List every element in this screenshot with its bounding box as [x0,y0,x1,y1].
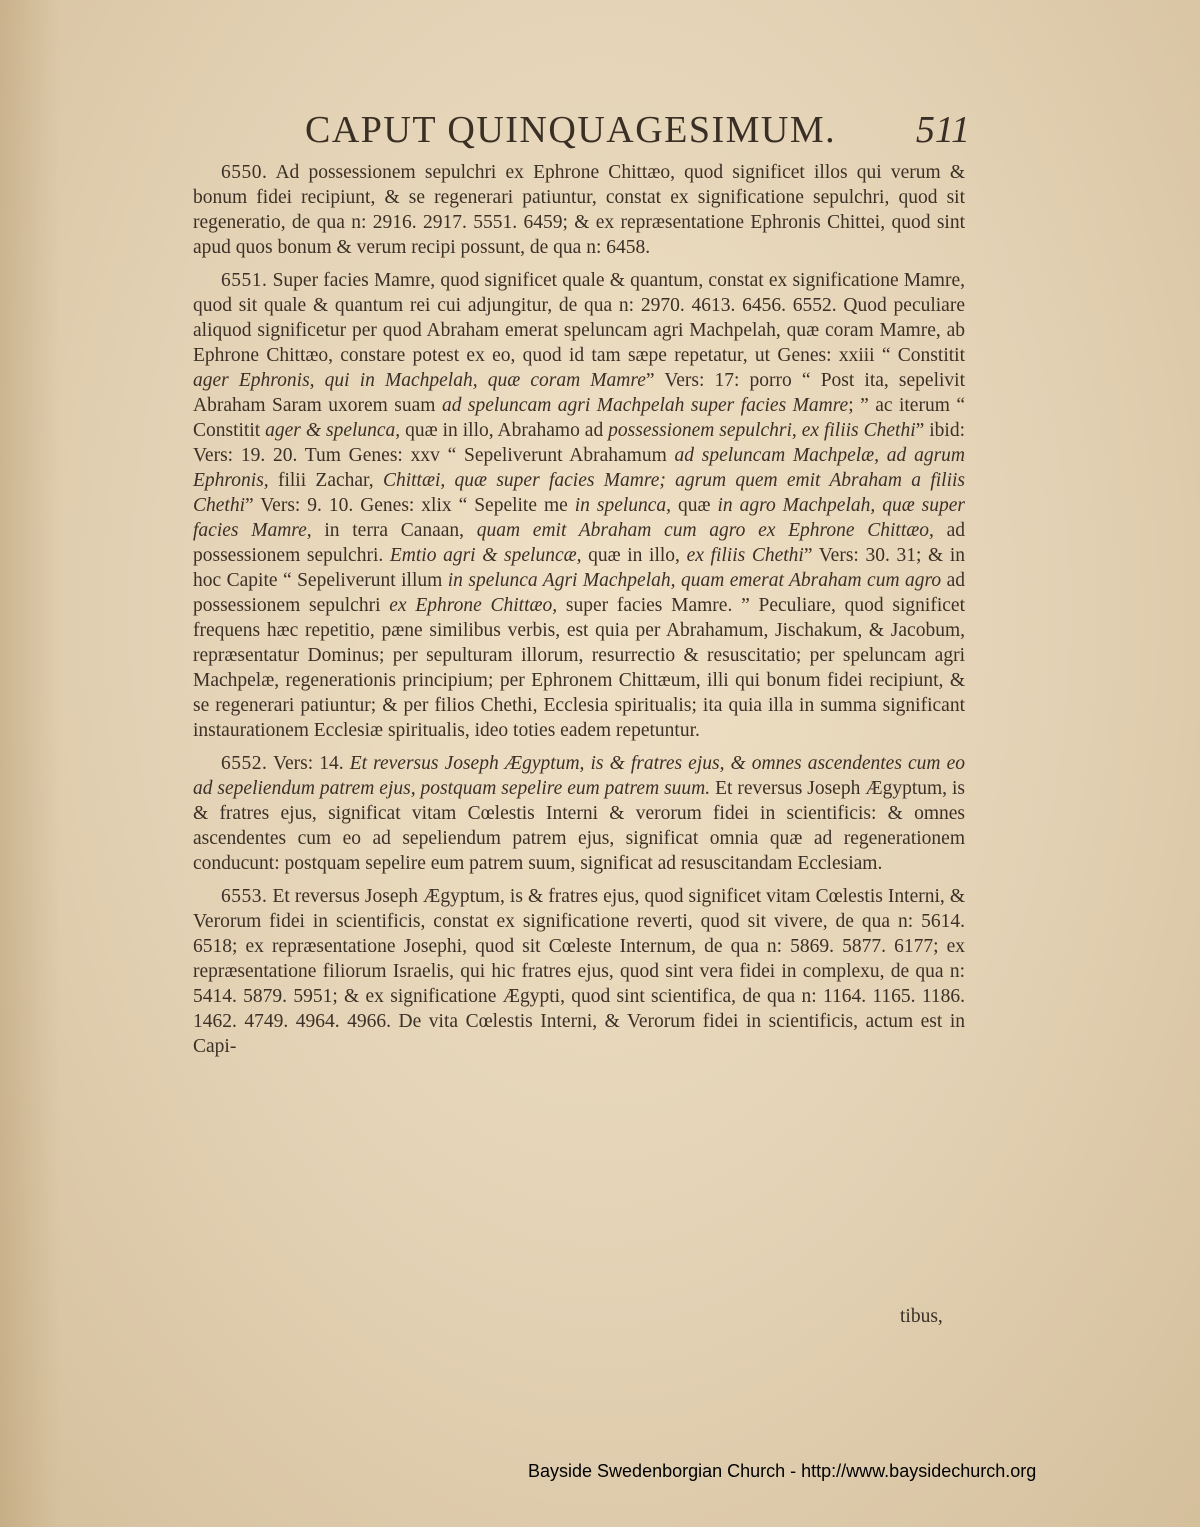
italic-quotation: quam emit Abraham cum agro ex Ephrone Chittæo, [476,520,934,541]
italic-quotation: ad speluncam agri Machpelah super facies Mamre [441,395,849,416]
text-segment: Et reversus Joseph Ægyptum, is & fratres ejus, significat vitam Cœlestis Interni & verorum fidei in scientificis: & omnes ascendentes cum eo ad sepeliendum patrem ejus, significat omnia quæ ad regenerationem conducunt: postquam sepelire eum patrem suum, significat ad resuscitandam Ecclesiam. [193,778,965,874]
paragraph [193,751,965,876]
catchword: tibus, [900,1306,943,1327]
text-segment: Super facies Mamre, quod significet quale & quantum, constat ex significatione Mamre, quod sit quale & quantum rei cui adjungitur, de qua n: 2970. 4613. 6456. 6552. Quod peculiare aliquod significetur per quod Abraham emerat speluncam agri Machpelah, quæ coram Mamre, ab Ephrone Chittæo, constare potest ex eo, quod id tam sæpe repetatur, ut Genes: xxiii “ Constitit [193,270,965,366]
paragraph [193,884,965,1059]
italic-quotation: ad speluncam Machpelæ, ad agrum Ephronis, [193,445,965,491]
paragraph-number: 6552. [221,753,268,774]
text-segment: ” Vers: 9. 10. Genes: xlix “ Sepelite me [245,495,575,516]
page-gutter-shadow [0,0,60,1527]
body-text [193,160,965,1067]
text-segment: ” ibid: Vers: 19. 20. Tum Genes: xxv “ Sepeliverunt Abrahamum [193,420,965,466]
text-segment: Et reversus Joseph Ægyptum, is & fratres ejus, quod significet vitam Cœlestis Interni, & Verorum fidei in scientificis, constat ex significatione reverti, quod sit vivere, de qua n: 5614. 6518; ex repræsentatione Josephi, quod sit Cœleste Internum, de qua n: 5869. 5877. 6177; ex repræsentatione filiorum Israelis, qui hic fratres ejus, quod sint vera fidei in complexu, de qua n: 5414. 5879. 5951; & ex significatione Ægypti, quod sint scientifica, de qua n: 1164. 1165. 1186. 1462. 4749. 4964. 4966. De vita Cœlestis Interni, & Verorum fidei in scientificis, actum est in Capi- [193,886,965,1057]
text-segment: quæ [671,495,718,516]
running-title: CAPUT QUINQUAGESIMUM. [305,109,837,151]
footer-credit-link[interactable]: Bayside Swedenborgian Church - http://www.baysidechurch.org [528,1461,1037,1481]
page-number: 511 [915,109,970,151]
italic-quotation: ager & spelunca, [265,420,401,441]
paragraph [193,268,965,743]
text-segment: Ad possessionem sepulchri ex Ephrone Chittæo, quod significet illos qui verum & bonum fidei recipiunt, & se regenerari patiuntur, constat ex significatione sepulchri, quod sit regeneratio, de qua n: 2916. 2917. 5551. 6459; & ex repræsentatione Ephronis Chittei, quod sint apud quos bonum & verum recipi possunt, de qua n: 6458. [193,162,965,258]
italic-quotation: in spelunca, [574,495,672,516]
text-segment: ; ” ac iterum “ Constitit [193,395,965,441]
italic-quotation: ager Ephronis, qui in Machpelah, quæ coram Mamre [193,370,646,391]
italic-quotation: Et reversus Joseph Ægyptum, is & fratres ejus, & omnes ascendentes cum eo ad sepeliendum patrem ejus, postquam sepelire eum patrem suum. [193,753,965,799]
paragraph-number: 6550. [221,162,268,183]
italic-quotation: in spelunca Agri Machpelah, quam emerat Abraham cum agro [447,570,942,591]
italic-quotation: ex Ephrone Chittæo, [389,595,558,616]
text-segment: ad possessionem sepulchri. [193,520,965,566]
italic-quotation: in agro Machpelah, quæ super facies Mamre, [193,495,965,541]
text-segment: quæ in illo, Abrahamo ad [400,420,609,441]
italic-quotation: ex filiis Chethi [686,545,804,566]
footer-credit[interactable] [528,1461,1168,1482]
italic-quotation: possessionem sepulchri, ex filiis Chethi [608,420,916,441]
italic-quotation: Emtio agri & speluncæ, [389,545,582,566]
paragraph [193,160,965,260]
text-segment: Vers: 14. [267,753,350,774]
text-segment: ad possessionem sepulchri [193,570,965,616]
italic-quotation: Chittæi, quæ super facies Mamre; agrum quem emit Abraham a filiis Chethi [193,470,965,516]
text-segment: ” Vers: 30. 31; & in hoc Capite “ Sepeliverunt illum [193,545,965,591]
text-segment: in terra Canaan, [311,520,477,541]
paragraph-number: 6553. [221,886,268,907]
running-header [305,108,970,158]
text-segment: super facies Mamre. ” Peculiare, quod significet frequens hæc repetitio, pæne similibus verbis, est quia per Abrahamum, Jischakum, & Jacobum, repræsentatur Dominus; per sepulturam illorum, resurrectio & resuscitatio; per speluncam agri Machpelæ, regenerationis principium; per Ephronem Chittæum, illi qui bonum fidei recipiunt, & se regenerari patiuntur; & per filios Chethi, Ecclesia spiritualis; ita quia illa in summa significant instaurationem Ecclesiæ spiritualis, ideo toties eadem repetuntur. [193,595,965,741]
text-segment: ” Vers: 17: porro “ Post ita, sepelivit Abraham Saram uxorem suam [193,370,965,416]
paragraph-number: 6551. [221,270,268,291]
text-segment: quæ in illo, [581,545,687,566]
text-segment: filii Zachar, [268,470,383,491]
